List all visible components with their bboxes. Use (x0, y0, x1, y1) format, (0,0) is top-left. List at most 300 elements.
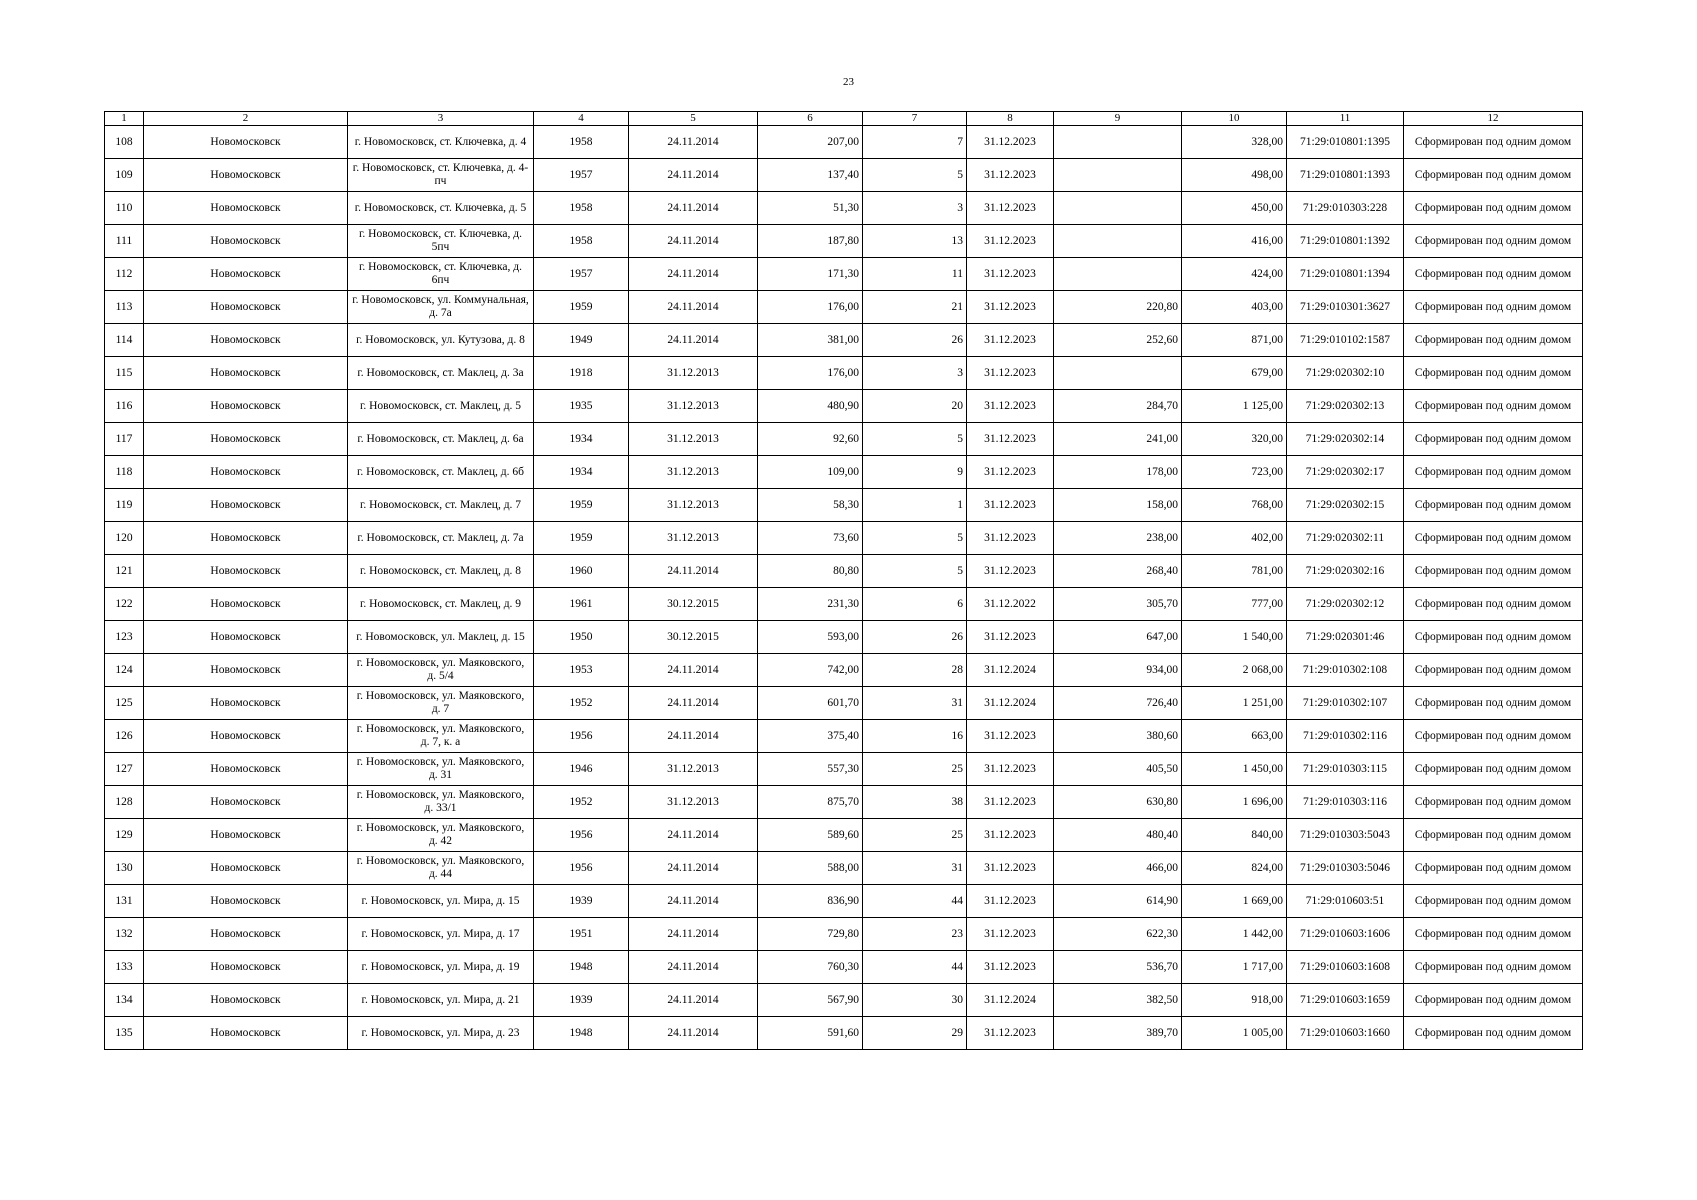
cell-land-area: 768,00 (1182, 489, 1287, 522)
cell-municipality: Новомосковск (144, 456, 348, 489)
cell-year-built: 1934 (534, 456, 629, 489)
cell-year-built: 1956 (534, 852, 629, 885)
cell-year-built: 1957 (534, 258, 629, 291)
table-row (105, 654, 1583, 687)
table-row (105, 357, 1583, 390)
column-header-10: 10 (1182, 112, 1287, 126)
cell-row-number: 123 (105, 621, 144, 654)
cell-municipality: Новомосковск (144, 621, 348, 654)
cell-cadastral-number: 71:29:020302:17 (1287, 456, 1404, 489)
cell-residents: 26 (863, 621, 967, 654)
cell-residents: 31 (863, 852, 967, 885)
cell-area-2 (1054, 258, 1182, 291)
cell-residents: 26 (863, 324, 967, 357)
table-row (105, 225, 1583, 258)
cell-year-built: 1951 (534, 918, 629, 951)
cell-land-area: 840,00 (1182, 819, 1287, 852)
cell-area-2: 284,70 (1054, 390, 1182, 423)
cell-note: Сформирован под одним домом (1404, 192, 1583, 225)
cell-area-2: 630,80 (1054, 786, 1182, 819)
cell-date: 31.12.2013 (629, 489, 758, 522)
cell-cadastral-number: 71:29:010102:1587 (1287, 324, 1404, 357)
cell-municipality: Новомосковск (144, 687, 348, 720)
table-row (105, 489, 1583, 522)
cell-year-built: 1953 (534, 654, 629, 687)
cell-year-built: 1939 (534, 984, 629, 1017)
cell-land-area: 1 450,00 (1182, 753, 1287, 786)
cell-deadline: 31.12.2023 (967, 423, 1054, 456)
cell-cadastral-number: 71:29:020302:15 (1287, 489, 1404, 522)
table-row (105, 918, 1583, 951)
cell-year-built: 1958 (534, 126, 629, 159)
cell-municipality: Новомосковск (144, 720, 348, 753)
cell-land-area: 416,00 (1182, 225, 1287, 258)
cell-deadline: 31.12.2023 (967, 885, 1054, 918)
cell-municipality: Новомосковск (144, 159, 348, 192)
cell-area-2: 238,00 (1054, 522, 1182, 555)
cell-residents: 7 (863, 126, 967, 159)
cell-deadline: 31.12.2023 (967, 951, 1054, 984)
cell-residents: 5 (863, 159, 967, 192)
cell-area-2 (1054, 225, 1182, 258)
cell-deadline: 31.12.2023 (967, 918, 1054, 951)
cell-row-number: 133 (105, 951, 144, 984)
cell-area: 836,90 (758, 885, 863, 918)
cell-address: г. Новомосковск, ул. Маяковского, д. 7 (348, 687, 534, 720)
cell-deadline: 31.12.2024 (967, 984, 1054, 1017)
cell-residents: 20 (863, 390, 967, 423)
column-header-12: 12 (1404, 112, 1583, 126)
cell-row-number: 110 (105, 192, 144, 225)
cell-note: Сформирован под одним домом (1404, 786, 1583, 819)
cell-year-built: 1935 (534, 390, 629, 423)
table-row (105, 621, 1583, 654)
cell-cadastral-number: 71:29:010302:108 (1287, 654, 1404, 687)
cell-cadastral-number: 71:29:010801:1392 (1287, 225, 1404, 258)
cell-area-2: 405,50 (1054, 753, 1182, 786)
cell-land-area: 1 125,00 (1182, 390, 1287, 423)
table-row (105, 192, 1583, 225)
cell-area-2: 252,60 (1054, 324, 1182, 357)
cell-cadastral-number: 71:29:010801:1393 (1287, 159, 1404, 192)
cell-land-area: 723,00 (1182, 456, 1287, 489)
cell-area-2: 241,00 (1054, 423, 1182, 456)
column-header-9: 9 (1054, 112, 1182, 126)
cell-residents: 28 (863, 654, 967, 687)
cell-cadastral-number: 71:29:010303:115 (1287, 753, 1404, 786)
cell-area: 593,00 (758, 621, 863, 654)
cell-address: г. Новомосковск, ул. Маяковского, д. 44 (348, 852, 534, 885)
cell-area-2 (1054, 159, 1182, 192)
cell-residents: 3 (863, 357, 967, 390)
cell-date: 24.11.2014 (629, 819, 758, 852)
cell-date: 24.11.2014 (629, 324, 758, 357)
cell-municipality: Новомосковск (144, 126, 348, 159)
cell-year-built: 1946 (534, 753, 629, 786)
cell-address: г. Новомосковск, ул. Маяковского, д. 42 (348, 819, 534, 852)
cell-land-area: 424,00 (1182, 258, 1287, 291)
cell-area: 591,60 (758, 1017, 863, 1050)
cell-municipality: Новомосковск (144, 555, 348, 588)
cell-row-number: 115 (105, 357, 144, 390)
cell-deadline: 31.12.2024 (967, 654, 1054, 687)
cell-note: Сформирован под одним домом (1404, 291, 1583, 324)
cell-area: 51,30 (758, 192, 863, 225)
cell-date: 31.12.2013 (629, 456, 758, 489)
cell-deadline: 31.12.2023 (967, 555, 1054, 588)
cell-address: г. Новомосковск, ст. Маклец, д. 6б (348, 456, 534, 489)
cell-row-number: 108 (105, 126, 144, 159)
cell-residents: 44 (863, 885, 967, 918)
cell-date: 24.11.2014 (629, 687, 758, 720)
cell-note: Сформирован под одним домом (1404, 258, 1583, 291)
cell-deadline: 31.12.2023 (967, 753, 1054, 786)
cell-address: г. Новомосковск, ст. Ключевка, д. 5пч (348, 225, 534, 258)
cell-address: г. Новомосковск, ул. Мира, д. 17 (348, 918, 534, 951)
cell-row-number: 128 (105, 786, 144, 819)
column-header-5: 5 (629, 112, 758, 126)
table-row (105, 984, 1583, 1017)
cell-area: 875,70 (758, 786, 863, 819)
cell-year-built: 1959 (534, 291, 629, 324)
cell-row-number: 132 (105, 918, 144, 951)
cell-cadastral-number: 71:29:010301:3627 (1287, 291, 1404, 324)
cell-residents: 23 (863, 918, 967, 951)
table-row (105, 258, 1583, 291)
cell-note: Сформирован под одним домом (1404, 423, 1583, 456)
cell-residents: 5 (863, 555, 967, 588)
cell-note: Сформирован под одним домом (1404, 1017, 1583, 1050)
cell-residents: 1 (863, 489, 967, 522)
cell-area-2: 647,00 (1054, 621, 1182, 654)
cell-land-area: 1 442,00 (1182, 918, 1287, 951)
cell-deadline: 31.12.2023 (967, 324, 1054, 357)
cell-municipality: Новомосковск (144, 984, 348, 1017)
cell-year-built: 1956 (534, 819, 629, 852)
cell-date: 24.11.2014 (629, 852, 758, 885)
cell-cadastral-number: 71:29:020302:14 (1287, 423, 1404, 456)
cell-area: 742,00 (758, 654, 863, 687)
cell-residents: 21 (863, 291, 967, 324)
cell-municipality: Новомосковск (144, 654, 348, 687)
cell-land-area: 679,00 (1182, 357, 1287, 390)
cell-area-2: 220,80 (1054, 291, 1182, 324)
cell-area: 557,30 (758, 753, 863, 786)
cell-area: 109,00 (758, 456, 863, 489)
cell-row-number: 113 (105, 291, 144, 324)
cell-land-area: 498,00 (1182, 159, 1287, 192)
table-row (105, 423, 1583, 456)
cell-note: Сформирован под одним домом (1404, 522, 1583, 555)
cell-land-area: 777,00 (1182, 588, 1287, 621)
cell-cadastral-number: 71:29:010603:1659 (1287, 984, 1404, 1017)
cell-note: Сформирован под одним домом (1404, 654, 1583, 687)
cell-row-number: 120 (105, 522, 144, 555)
table-row (105, 324, 1583, 357)
cell-row-number: 114 (105, 324, 144, 357)
cell-residents: 5 (863, 423, 967, 456)
table-row (105, 786, 1583, 819)
cell-note: Сформирован под одним домом (1404, 621, 1583, 654)
table-row (105, 291, 1583, 324)
cell-note: Сформирован под одним домом (1404, 885, 1583, 918)
cell-note: Сформирован под одним домом (1404, 720, 1583, 753)
cell-area-2: 382,50 (1054, 984, 1182, 1017)
cell-note: Сформирован под одним домом (1404, 819, 1583, 852)
cell-deadline: 31.12.2023 (967, 291, 1054, 324)
cell-land-area: 871,00 (1182, 324, 1287, 357)
cell-deadline: 31.12.2023 (967, 225, 1054, 258)
cell-cadastral-number: 71:29:020302:11 (1287, 522, 1404, 555)
column-header-4: 4 (534, 112, 629, 126)
cell-area-2 (1054, 126, 1182, 159)
cell-area: 176,00 (758, 291, 863, 324)
cell-residents: 44 (863, 951, 967, 984)
cell-row-number: 135 (105, 1017, 144, 1050)
cell-residents: 29 (863, 1017, 967, 1050)
cell-area: 137,40 (758, 159, 863, 192)
cell-deadline: 31.12.2023 (967, 819, 1054, 852)
cell-note: Сформирован под одним домом (1404, 357, 1583, 390)
cell-residents: 6 (863, 588, 967, 621)
cell-land-area: 1 251,00 (1182, 687, 1287, 720)
cell-residents: 3 (863, 192, 967, 225)
cell-year-built: 1952 (534, 687, 629, 720)
column-header-1: 1 (105, 112, 144, 126)
table-body (105, 126, 1583, 1050)
cell-cadastral-number: 71:29:010303:228 (1287, 192, 1404, 225)
cell-municipality: Новомосковск (144, 291, 348, 324)
cell-area: 601,70 (758, 687, 863, 720)
table-row (105, 390, 1583, 423)
cell-land-area: 1 005,00 (1182, 1017, 1287, 1050)
cell-residents: 38 (863, 786, 967, 819)
cell-row-number: 125 (105, 687, 144, 720)
column-number-header-row (105, 112, 1583, 126)
cell-year-built: 1958 (534, 225, 629, 258)
cell-municipality: Новомосковск (144, 852, 348, 885)
cell-year-built: 1939 (534, 885, 629, 918)
cell-cadastral-number: 71:29:010801:1395 (1287, 126, 1404, 159)
cell-area-2: 380,60 (1054, 720, 1182, 753)
cell-date: 24.11.2014 (629, 192, 758, 225)
cell-municipality: Новомосковск (144, 192, 348, 225)
cell-area: 588,00 (758, 852, 863, 885)
cell-date: 24.11.2014 (629, 555, 758, 588)
cell-cadastral-number: 71:29:010303:5046 (1287, 852, 1404, 885)
cell-municipality: Новомосковск (144, 324, 348, 357)
cell-year-built: 1959 (534, 522, 629, 555)
cell-date: 31.12.2013 (629, 390, 758, 423)
cell-row-number: 131 (105, 885, 144, 918)
cell-area-2: 268,40 (1054, 555, 1182, 588)
cell-year-built: 1918 (534, 357, 629, 390)
cell-row-number: 121 (105, 555, 144, 588)
cell-land-area: 918,00 (1182, 984, 1287, 1017)
cell-municipality: Новомосковск (144, 918, 348, 951)
cell-address: г. Новомосковск, ст. Маклец, д. 3а (348, 357, 534, 390)
cell-note: Сформирован под одним домом (1404, 588, 1583, 621)
cell-deadline: 31.12.2023 (967, 456, 1054, 489)
cell-date: 31.12.2013 (629, 786, 758, 819)
cell-year-built: 1950 (534, 621, 629, 654)
cell-municipality: Новомосковск (144, 522, 348, 555)
cell-area-2: 614,90 (1054, 885, 1182, 918)
cell-row-number: 127 (105, 753, 144, 786)
cell-land-area: 824,00 (1182, 852, 1287, 885)
cell-land-area: 328,00 (1182, 126, 1287, 159)
cell-note: Сформирован под одним домом (1404, 753, 1583, 786)
cell-area-2 (1054, 357, 1182, 390)
cell-residents: 30 (863, 984, 967, 1017)
table-row (105, 951, 1583, 984)
cell-address: г. Новомосковск, ст. Ключевка, д. 6пч (348, 258, 534, 291)
cell-address: г. Новомосковск, ст. Ключевка, д. 4 (348, 126, 534, 159)
cell-area: 80,80 (758, 555, 863, 588)
cell-address: г. Новомосковск, ул. Мира, д. 19 (348, 951, 534, 984)
cell-address: г. Новомосковск, ст. Маклец, д. 8 (348, 555, 534, 588)
column-header-8: 8 (967, 112, 1054, 126)
cell-cadastral-number: 71:29:010603:51 (1287, 885, 1404, 918)
cell-date: 24.11.2014 (629, 654, 758, 687)
cell-address: г. Новомосковск, ст. Ключевка, д. 4-пч (348, 159, 534, 192)
cell-date: 30.12.2015 (629, 621, 758, 654)
cell-area: 231,30 (758, 588, 863, 621)
cell-date: 24.11.2014 (629, 951, 758, 984)
cell-date: 24.11.2014 (629, 159, 758, 192)
cell-date: 24.11.2014 (629, 291, 758, 324)
cell-deadline: 31.12.2023 (967, 357, 1054, 390)
column-header-3: 3 (348, 112, 534, 126)
cell-deadline: 31.12.2022 (967, 588, 1054, 621)
cell-date: 24.11.2014 (629, 126, 758, 159)
cell-address: г. Новомосковск, ул. Мира, д. 15 (348, 885, 534, 918)
cell-area: 381,00 (758, 324, 863, 357)
cell-land-area: 320,00 (1182, 423, 1287, 456)
page-number: 23 (843, 76, 854, 88)
cell-cadastral-number: 71:29:020301:46 (1287, 621, 1404, 654)
cell-date: 31.12.2013 (629, 753, 758, 786)
cell-deadline: 31.12.2023 (967, 159, 1054, 192)
cell-municipality: Новомосковск (144, 489, 348, 522)
cell-address: г. Новомосковск, ст. Ключевка, д. 5 (348, 192, 534, 225)
cell-deadline: 31.12.2023 (967, 522, 1054, 555)
cell-land-area: 2 068,00 (1182, 654, 1287, 687)
cell-row-number: 112 (105, 258, 144, 291)
cell-area: 171,30 (758, 258, 863, 291)
housing-registry-table (104, 111, 1583, 1050)
cell-municipality: Новомосковск (144, 819, 348, 852)
cell-deadline: 31.12.2024 (967, 687, 1054, 720)
cell-year-built: 1948 (534, 1017, 629, 1050)
table-row (105, 522, 1583, 555)
cell-address: г. Новомосковск, ст. Маклец, д. 6а (348, 423, 534, 456)
cell-date: 24.11.2014 (629, 1017, 758, 1050)
table-row (105, 588, 1583, 621)
cell-address: г. Новомосковск, ул. Маяковского, д. 31 (348, 753, 534, 786)
cell-note: Сформирован под одним домом (1404, 918, 1583, 951)
cell-deadline: 31.12.2023 (967, 720, 1054, 753)
cell-land-area: 1 696,00 (1182, 786, 1287, 819)
cell-deadline: 31.12.2023 (967, 126, 1054, 159)
cell-date: 31.12.2013 (629, 357, 758, 390)
cell-area-2: 466,00 (1054, 852, 1182, 885)
cell-cadastral-number: 71:29:020302:10 (1287, 357, 1404, 390)
cell-area: 58,30 (758, 489, 863, 522)
cell-date: 24.11.2014 (629, 720, 758, 753)
cell-municipality: Новомосковск (144, 390, 348, 423)
cell-municipality: Новомосковск (144, 885, 348, 918)
cell-date: 24.11.2014 (629, 225, 758, 258)
cell-residents: 5 (863, 522, 967, 555)
cell-land-area: 402,00 (1182, 522, 1287, 555)
cell-row-number: 118 (105, 456, 144, 489)
cell-residents: 25 (863, 753, 967, 786)
table-row (105, 720, 1583, 753)
cell-area: 207,00 (758, 126, 863, 159)
cell-municipality: Новомосковск (144, 1017, 348, 1050)
cell-address: г. Новомосковск, ул. Маяковского, д. 33/1 (348, 786, 534, 819)
cell-deadline: 31.12.2023 (967, 852, 1054, 885)
table-row (105, 753, 1583, 786)
cell-year-built: 1949 (534, 324, 629, 357)
cell-residents: 16 (863, 720, 967, 753)
cell-address: г. Новомосковск, ст. Маклец, д. 7а (348, 522, 534, 555)
cell-area: 567,90 (758, 984, 863, 1017)
cell-row-number: 111 (105, 225, 144, 258)
cell-row-number: 134 (105, 984, 144, 1017)
cell-deadline: 31.12.2023 (967, 489, 1054, 522)
cell-cadastral-number: 71:29:010303:5043 (1287, 819, 1404, 852)
cell-cadastral-number: 71:29:010302:107 (1287, 687, 1404, 720)
cell-year-built: 1934 (534, 423, 629, 456)
cell-cadastral-number: 71:29:020302:12 (1287, 588, 1404, 621)
cell-row-number: 129 (105, 819, 144, 852)
cell-area-2: 622,30 (1054, 918, 1182, 951)
cell-address: г. Новомосковск, ул. Кутузова, д. 8 (348, 324, 534, 357)
cell-municipality: Новомосковск (144, 753, 348, 786)
cell-note: Сформирован под одним домом (1404, 951, 1583, 984)
cell-note: Сформирован под одним домом (1404, 225, 1583, 258)
cell-date: 31.12.2013 (629, 423, 758, 456)
cell-note: Сформирован под одним домом (1404, 984, 1583, 1017)
cell-cadastral-number: 71:29:010303:116 (1287, 786, 1404, 819)
cell-note: Сформирован под одним домом (1404, 489, 1583, 522)
cell-row-number: 119 (105, 489, 144, 522)
cell-cadastral-number: 71:29:010603:1606 (1287, 918, 1404, 951)
cell-municipality: Новомосковск (144, 258, 348, 291)
table-row (105, 456, 1583, 489)
cell-area-2: 536,70 (1054, 951, 1182, 984)
cell-note: Сформирован под одним домом (1404, 390, 1583, 423)
cell-date: 30.12.2015 (629, 588, 758, 621)
cell-note: Сформирован под одним домом (1404, 687, 1583, 720)
cell-area: 375,40 (758, 720, 863, 753)
cell-area: 589,60 (758, 819, 863, 852)
cell-land-area: 1 717,00 (1182, 951, 1287, 984)
cell-area-2: 305,70 (1054, 588, 1182, 621)
cell-cadastral-number: 71:29:010603:1660 (1287, 1017, 1404, 1050)
cell-land-area: 450,00 (1182, 192, 1287, 225)
cell-address: г. Новомосковск, ул. Маклец, д. 15 (348, 621, 534, 654)
cell-note: Сформирован под одним домом (1404, 456, 1583, 489)
cell-municipality: Новомосковск (144, 786, 348, 819)
cell-area-2 (1054, 192, 1182, 225)
column-header-7: 7 (863, 112, 967, 126)
cell-municipality: Новомосковск (144, 423, 348, 456)
cell-year-built: 1961 (534, 588, 629, 621)
cell-area: 480,90 (758, 390, 863, 423)
